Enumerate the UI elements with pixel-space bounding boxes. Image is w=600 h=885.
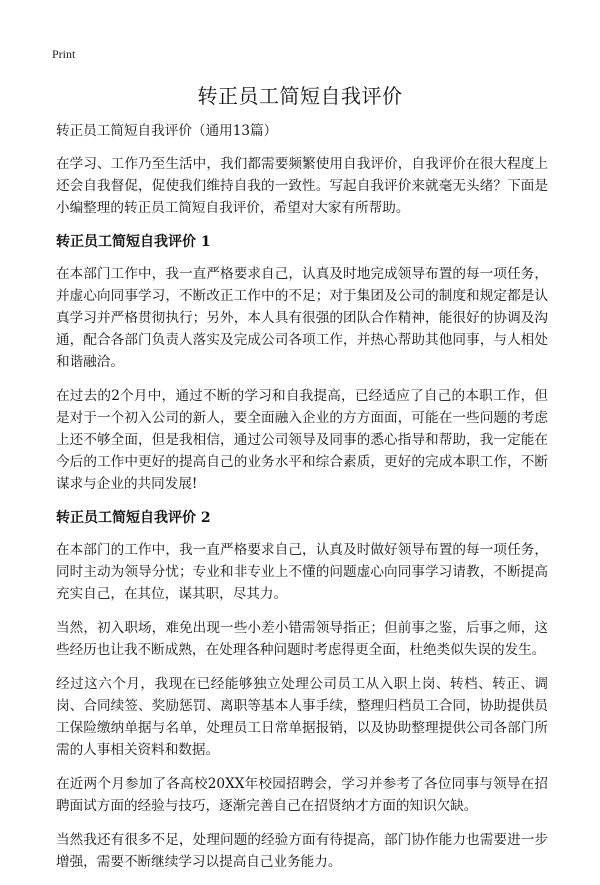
section-paragraph: 在过去的2个月中，通过不断的学习和自我提高，已经适应了自己的本职工作，但是对于一个初入公司的新人，要全面融入企业的方方面面，可能在一些问题的考虑上还不够全面，但是我相信，通过公司领导及同事的悉心指导和帮助，我一定能在今后的工作中更好的提高自己的业务水平和综合素质，更好的完成本职工作，不断谋求与企业的共同发展! <box>56 388 548 492</box>
print-link[interactable]: Print <box>52 47 76 61</box>
intro-paragraph: 在学习、工作乃至生活中，我们都需要频繁使用自我评价，自我评价在很大程度上还会自我督促，促使我们维持自我的一致性。写起自我评价来就毫无头绪？下面是小编整理的转正员工简短自我评价，希望对大家有所帮助。 <box>56 156 548 216</box>
section-paragraph: 在本部门工作中，我一直严格要求自己，认真及时地完成领导布置的每一项任务，并虚心向同事学习，不断改正工作中的不足；对于集团及公司的制度和规定都是认真学习并严格贯彻执行；另外，本人具有很强的团队合作精神，能很好的协调及沟通，配合各部门负责人落实及完成公司各项工作，并热心帮助其他同事，与人相处和谐融洽。 <box>56 266 548 370</box>
section-paragraph: 在本部门的工作中，我一直严格要求自己，认真及时做好领导布置的每一项任务，同时主动为领导分忧；专业和非专业上不懂的问题虚心向同事学习请教，不断提高充实自己，在其位，谋其职，尽其力。 <box>56 542 548 602</box>
document-body <box>56 120 548 885</box>
section-heading: 转正员工简短自我评价 1 <box>56 234 211 250</box>
section-paragraph: 当然，初入职场，难免出现一些小差小错需领导指正；但前事之鉴，后事之师，这些经历也让我不断成熟，在处理各种问题时考虑得更全面，杜绝类似失误的发生。 <box>56 620 548 658</box>
document-title: 转正员工简短自我评价 <box>197 84 403 108</box>
section-paragraph: 在近两个月参加了各高校20XX年校园招聘会，学习并参考了各位同事与领导在招聘面试方面的经验与技巧，逐渐完善自己在招贤纳才方面的知识欠缺。 <box>56 776 548 814</box>
document-subtitle: 转正员工简短自我评价（通用13篇） <box>56 123 278 139</box>
section-heading: 转正员工简短自我评价 2 <box>56 510 211 526</box>
section-paragraph: 当然我还有很多不足，处理问题的经验方面有待提高，部门协作能力也需要进一步增强，需要不断继续学习以提高自己业务能力。 <box>56 832 548 870</box>
section-paragraph: 经过这六个月，我现在已经能够独立处理公司员工从入职上岗、转档、转正、调岗、合同续签、奖励惩罚、离职等基本人事手续，整理归档员工合同，协助提供员工保险缴纳单据与名单，处理员工日常单据报销，以及协助整理提供公司各部门所需的人事相关资料和数据。 <box>56 676 548 758</box>
